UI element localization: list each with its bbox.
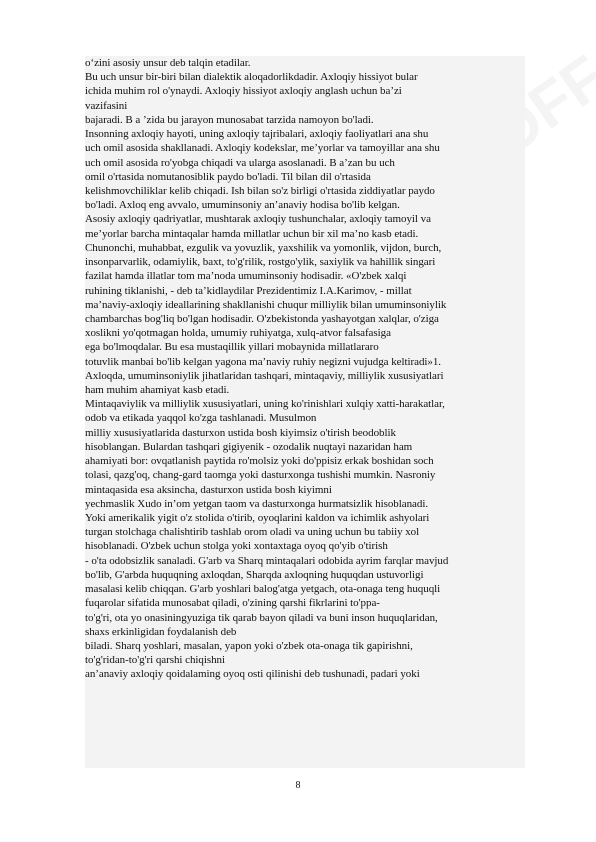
text-line: Yoki amerikalik yigit o'z stolida o'tirib, oyoqlarini kaldon va ichimlik ashyolari: [85, 512, 430, 524]
text-line: bo'ladi. Axloq eng avvalo, umuminsoniy an’anaviy hodisa bo'lib kelgan.: [85, 199, 400, 212]
text-line: yechmaslik Xudo in’om yetgan taom va dasturxonga hurmatsizlik hisoblanadi.: [85, 497, 429, 510]
text-line: milliy xususiyatlarida dasturxon ustida bosh kiyimsiz o'tirish beodoblik: [85, 426, 396, 439]
text-line: uch omil asosida shakllanadi. Axloqiy kodekslar, me’yorlar va tamoyillar ana shu: [85, 142, 440, 155]
text-line: bajaradi. B a ’zida bu jarayon munosabat tarzida namoyon bo'ladi.: [85, 113, 374, 126]
text-line: odob va etikada yaqqol ko'zga tashlanadi. Musulmon: [85, 412, 317, 425]
text-line: ma’naviy-axloqiy ideallarining shakllanishi chuqur milliylik bilan umuminsoniylik: [85, 298, 447, 311]
text-line: ega bo'lmoqdalar. Bu esa mustaqillik yillari mobaynida millatlararo: [85, 341, 379, 354]
text-line: Chunonchi, muhabbat, ezgulik va yovuzlik, yaxshilik va yomonlik, vijdon, burch,: [85, 241, 442, 254]
text-line: omil o'rtasida nomutanosiblik paydo bo'ladi. Til bilan dil o'rtasida: [85, 170, 371, 183]
text-line: totuvlik manbai bo'lib kelgan yagona ma’naviy ruhiy negizni vujudga keltiradi»1.: [85, 355, 442, 368]
text-line: an’anaviy axloqiy qoidalaming oyoq osti qilinishi deb tushunadi, padari yoki: [85, 668, 420, 681]
text-line: ahamiyati bor: ovqatlanish paytida ro'molsiz yoki do'ppisiz erkak boshidan soch: [85, 455, 434, 468]
document-body: [85, 56, 525, 768]
text-line: biladi. Sharq yoshlari, masalan, yapon yoki o'zbek ota-onaga tik gapirishni,: [85, 639, 413, 652]
text-line: to'g'ridan-to'g'ri qarshi chiqishni: [85, 654, 225, 667]
text-line: Bu uch unsur bir-biri bilan dialektik aloqadorlikdadir. Axloqiy hissiyot bular: [85, 71, 418, 84]
text-line: me’yorlar barcha mintaqalar hamda millatlar uchun bir xil ma’no kasb etadi.: [85, 227, 419, 240]
text-line: kelishmovchiliklar kelib chiqadi. Ish bilan so'z birligi o'rtasida ziddiyatlar paydo: [85, 184, 435, 197]
text-line: to'g'ri, ota yo onasiningyuziga tik qarab bayon qiladi va buni inson huquqlaridan,: [85, 611, 438, 624]
text-line: Asosiy axloqiy qadriyatlar, mushtarak axloqiy tushunchalar, axloqiy tamoyil va: [85, 213, 431, 226]
text-line: hisoblanadi. O'zbek uchun stolga yoki xontaxtaga oyoq qo'yib o'tirish: [85, 540, 388, 553]
text-line: ham muhim ahamiyat kasb etadi.: [85, 384, 230, 397]
text-line: Insonning axloqiy hayoti, uning axloqiy tajribalari, axloqiy faoliyatlari ana shu: [85, 128, 429, 141]
text-line: bo'lib, G'arbda huquqning axloqdan, Sharqda axloqning huquqdan ustuvorligi: [85, 568, 424, 581]
text-line: tolasi, qazg'oq, chang-gard taomga yoki dasturxonga tushishi mumkin. Nasroniy: [85, 469, 436, 482]
text-line: o‘zini asosiy unsur deb talqin etadilar.: [85, 57, 251, 69]
text-line: fuqarolar sifatida munosabat qiladi, o'zining qarshi fikrlarini to'ppa-: [85, 597, 380, 610]
text-line: shaxs erkinligidan foydalanish deb: [85, 625, 237, 638]
text-line: Mintaqaviylik va milliylik xususiyatlari, uning ko'rinishlari xulqiy xatti-harakatlar,: [85, 398, 445, 411]
page-number: 8: [295, 780, 301, 791]
text-line: turgan stolchaga chalishtirib tashlab orom oladi va uning uchun bu tabiiy xol: [85, 526, 420, 539]
text-line: hisoblangan. Bulardan tashqari gigiyenik - ozodalik nuqtayi nazaridan ham: [85, 440, 413, 453]
text-line: mintaqasida esa aksincha, dasturxon ustida bosh kiyimni: [85, 483, 332, 496]
text-line: fazilat hamda illatlar tom ma’noda umuminsoniy hodisadir. «O'zbek xalqi: [85, 270, 407, 283]
text-line: insonparvarlik, odamiylik, baxt, to'g'rilik, rostgo'ylik, saxiylik va hahillik singari: [85, 256, 436, 269]
text-line: ruhining tiklanishi, - deb ta’kidlaydilar Prezidentimiz I.A.Karimov, - millat: [85, 284, 412, 297]
text-line: uch omil asosida ro'yobga chiqadi va ularga asoslanadi. B a’zan bu uch: [85, 156, 395, 169]
text-line: Axloqda, umuminsoniylik jihatlaridan tashqari, mintaqaviy, milliylik xususiyatlari: [85, 369, 444, 382]
text-line: masalasi kelib chiqqan. G'arb yoshlari balog'atga yetgach, ota-onaga teng huquqli: [85, 583, 441, 596]
text-line: chambarchas bog'liq bo'lgan hodisadir. O'zbekistonda yashayotgan xalqlar, o'ziga: [85, 312, 439, 325]
text-line: vazifasini: [85, 99, 128, 112]
text-line: ichida muhim rol o'ynaydi. Axloqiy hissiyot axloqiy anglash uchun ba’zi: [85, 85, 402, 98]
text-line: xoslikni yo'qotmagan holda, umumiy ruhiyatga, xulq-atvor falsafasiga: [85, 327, 391, 340]
text-line: - o'ta odobsizlik sanaladi. G'arb va Sharq mintaqalari odobida ayrim farqlar mavjud: [85, 554, 449, 567]
